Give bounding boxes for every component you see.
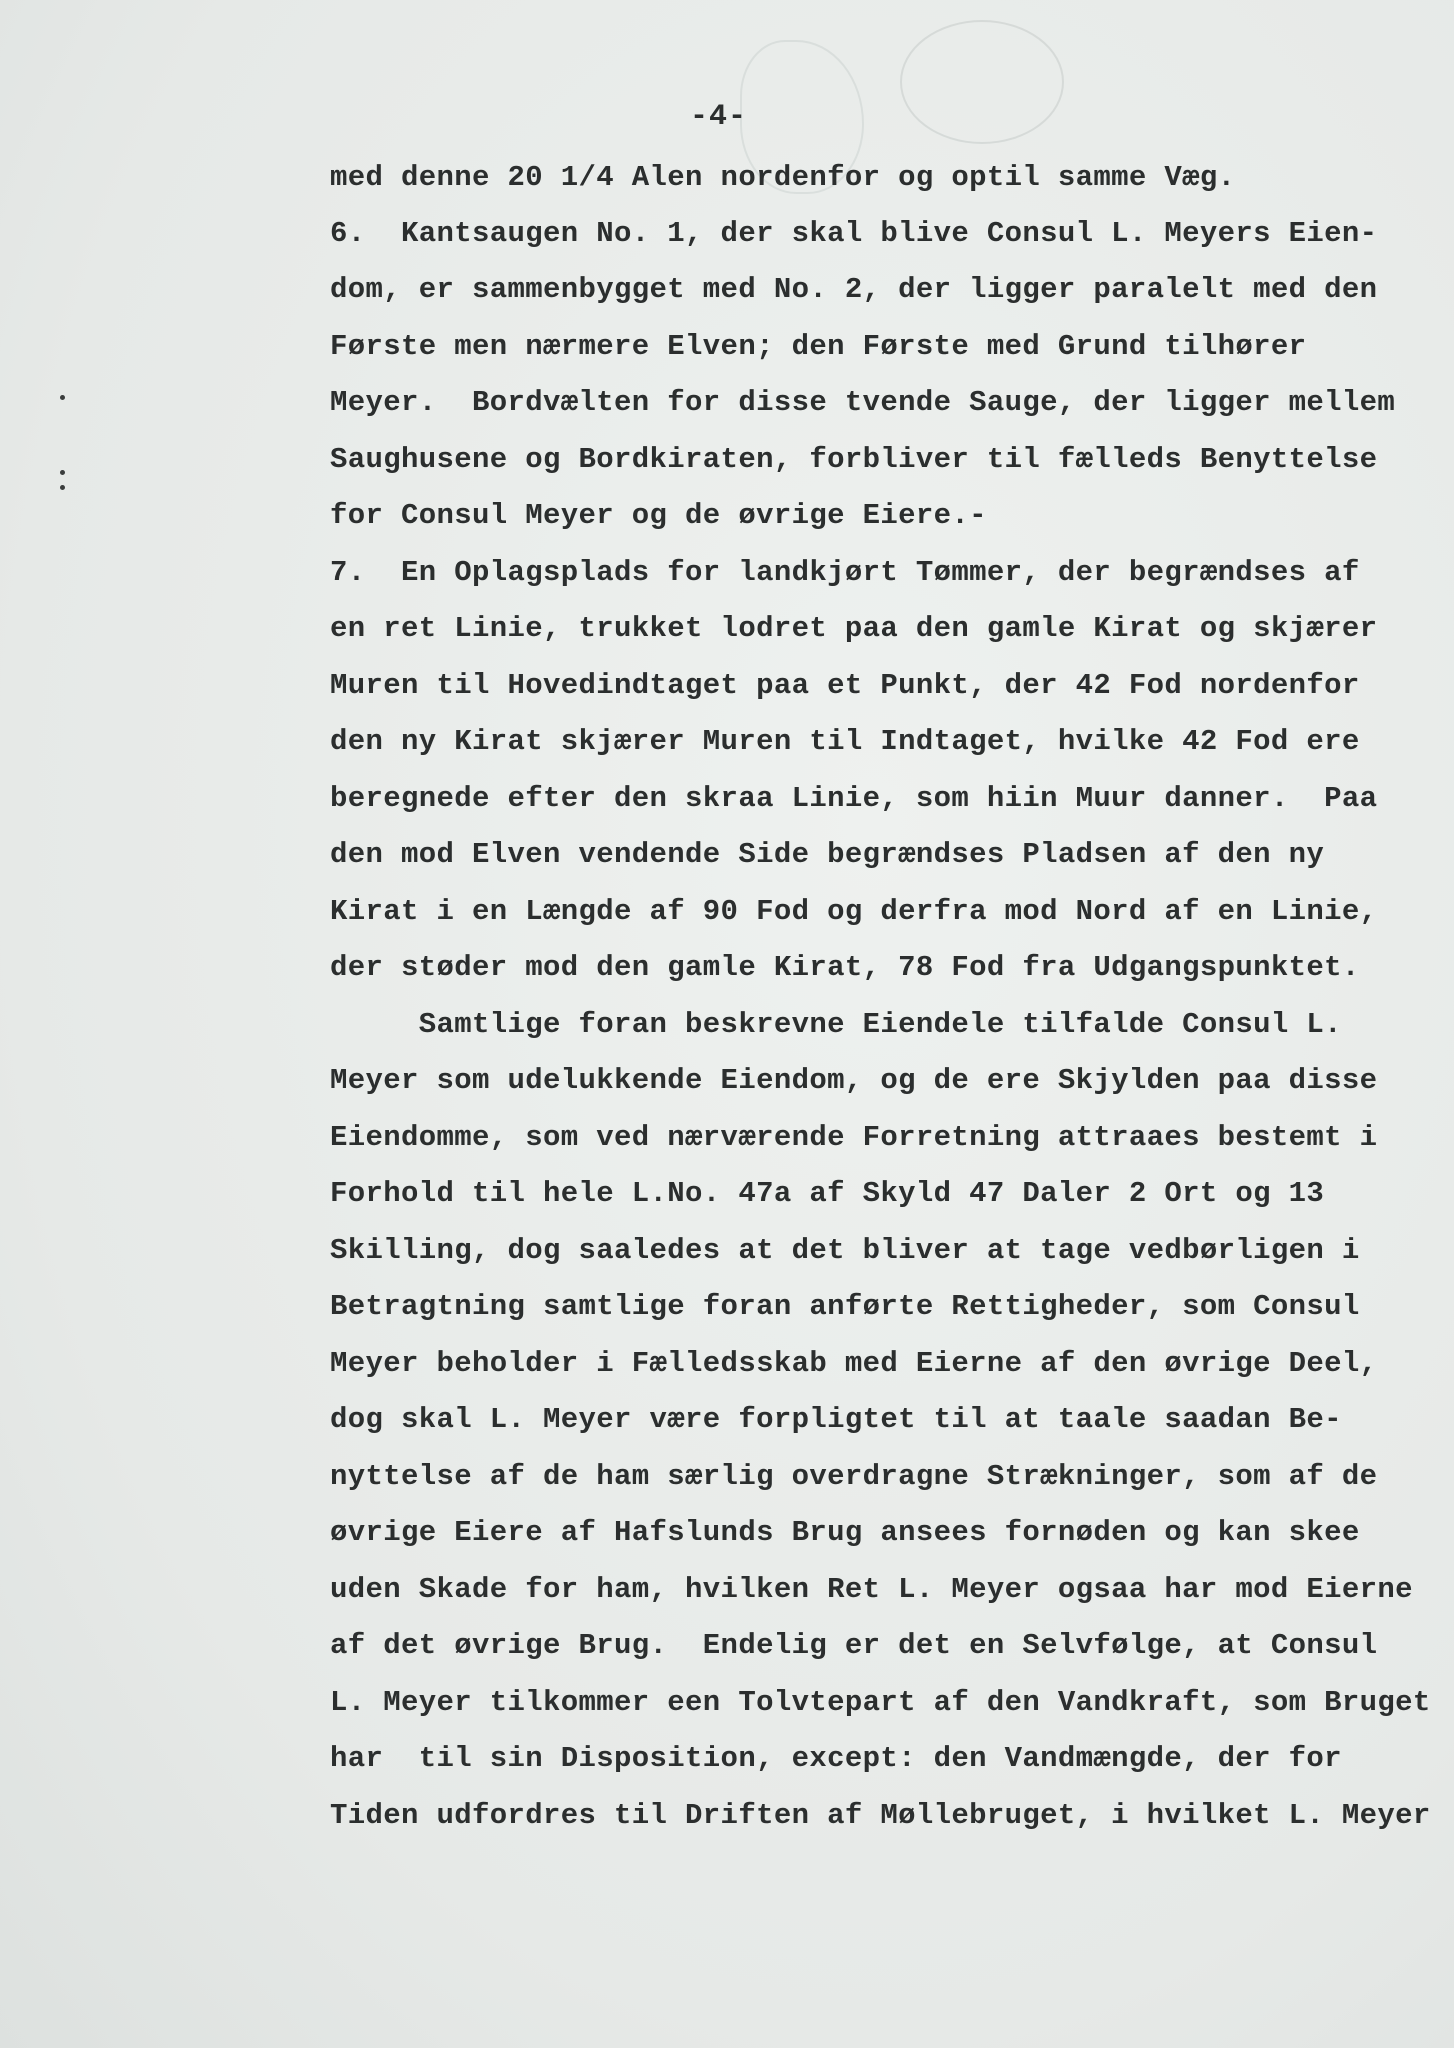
text-line: Samtlige foran beskrevne Eiendele tilfalde Consul L. — [330, 1008, 1342, 1041]
text-line: den mod Elven vendende Side begrændses Pladsen af den ny — [330, 838, 1325, 871]
text-line: Tiden udfordres til Driften af Møllebruget, i hvilket L. Meyer — [330, 1799, 1431, 1832]
text-line: uden Skade for ham, hvilken Ret L. Meyer ogsaa har mod Eierne — [330, 1573, 1413, 1606]
text-line: dog skal L. Meyer være forpligtet til at taale saadan Be- — [330, 1403, 1342, 1436]
text-line: nyttelse af de ham særlig overdragne Strækninger, som af de — [330, 1460, 1378, 1493]
text-line: med denne 20 1/4 Alen nordenfor og optil samme Væg. — [330, 161, 1236, 194]
margin-dot — [60, 485, 65, 490]
text-line: 6. Kantsaugen No. 1, der skal blive Consul L. Meyers Eien- — [330, 217, 1378, 250]
text-line: Meyer. Bordvælten for disse tvende Sauge, der ligger mellem — [330, 386, 1396, 419]
text-line: af det øvrige Brug. Endelig er det en Selvfølge, at Consul — [330, 1629, 1378, 1662]
text-line: Meyer som udelukkende Eiendom, og de ere Skjylden paa disse — [330, 1064, 1378, 1097]
text-line: Forhold til hele L.No. 47a af Skyld 47 Daler 2 Ort og 13 — [330, 1177, 1325, 1210]
text-line: Meyer beholder i Fælledsskab med Eierne af den øvrige Deel, — [330, 1347, 1378, 1380]
text-line: 7. En Oplagsplads for landkjørt Tømmer, der begrændses af — [330, 556, 1360, 589]
text-line: for Consul Meyer og de øvrige Eiere.- — [330, 499, 987, 532]
text-line: Kirat i en Længde af 90 Fod og derfra mod Nord af en Linie, — [330, 895, 1378, 928]
text-line: Muren til Hovedindtaget paa et Punkt, der 42 Fod nordenfor — [330, 669, 1360, 702]
page-number: -4- — [690, 100, 748, 134]
text-line: har til sin Disposition, except: den Vandmængde, der for — [330, 1742, 1342, 1775]
text-line: Første men nærmere Elven; den Første med Grund tilhører — [330, 330, 1307, 363]
text-line: øvrige Eiere af Hafslunds Brug ansees fornøden og kan skee — [330, 1516, 1360, 1549]
text-line: dom, er sammenbygget med No. 2, der ligger paralelt med den — [330, 273, 1378, 306]
watermark-stamp — [900, 20, 1064, 144]
text-line: Skilling, dog saaledes at det bliver at tage vedbørligen i — [330, 1234, 1360, 1267]
text-line: Saughusene og Bordkiraten, forbliver til fælleds Benyttelse — [330, 443, 1378, 476]
margin-dot — [60, 470, 65, 475]
text-line: der støder mod den gamle Kirat, 78 Fod fra Udgangspunktet. — [330, 951, 1360, 984]
text-line: L. Meyer tilkommer een Tolvtepart af den Vandkraft, som Bruget — [330, 1686, 1431, 1719]
margin-dot — [60, 395, 65, 400]
text-line: Eiendomme, som ved nærværende Forretning attraaes bestemt i — [330, 1121, 1378, 1154]
text-line: Betragtning samtlige foran anførte Rettigheder, som Consul — [330, 1290, 1360, 1323]
text-line: den ny Kirat skjærer Muren til Indtaget, hvilke 42 Fod ere — [330, 725, 1360, 758]
text-line: en ret Linie, trukket lodret paa den gamle Kirat og skjærer — [330, 612, 1378, 645]
text-line: beregnede efter den skraa Linie, som hiin Muur danner. Paa — [330, 782, 1378, 815]
